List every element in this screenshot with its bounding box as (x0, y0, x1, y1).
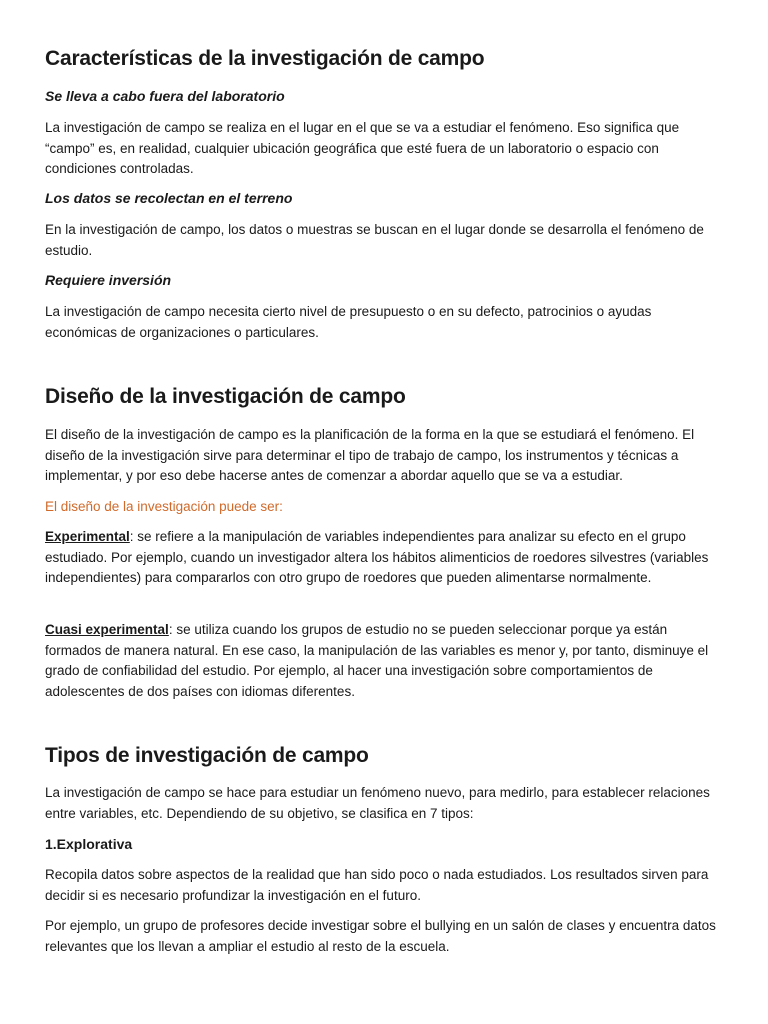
term-experimental: Experimental (45, 529, 130, 544)
paragraph-tipos-intro: La investigación de campo se hace para estudiar un fenómeno nuevo, para medirlo, para establecer relaciones entre variables, etc. Dependiendo de su objetivo, se clasifica en 7 tipos: (45, 785, 710, 821)
paragraph-requiere-inversion: La investigación de campo necesita cierto nivel de presupuesto o en su defecto, patrocinios o ayudas económicas de organizaciones o particulares. (45, 304, 652, 340)
subheading-explorativa: 1.Explorativa (45, 836, 133, 852)
subheading-datos-terreno: Los datos se recolectan en el terreno (45, 190, 293, 206)
paragraph-experimental (45, 527, 725, 589)
text-experimental: : se refiere a la manipulación de variables independientes para analizar su efecto en el grupo estudiado. Por ejemplo, cuando un investigador altera los hábitos alimenticios de roedores silvestres (variables independientes) para compararlos con otro grupo de roedores que pueden alimentarse normalmente. (45, 529, 709, 585)
paragraph-diseno-lead: El diseño de la investigación puede ser: (45, 499, 283, 514)
paragraph-cuasi-experimental (45, 620, 725, 702)
term-cuasi-experimental: Cuasi experimental (45, 622, 169, 637)
text-cuasi-experimental: : se utiliza cuando los grupos de estudio no se pueden seleccionar porque ya están formados de manera natural. En ese caso, la manipulación de las variables es menor y, por tanto, disminuye el grado de confiabilidad del estudio. Por ejemplo, al hacer una investigación sobre comportamientos de adolescentes de dos países con idiomas diferentes. (45, 622, 709, 699)
paragraph-datos-terreno: En la investigación de campo, los datos o muestras se buscan en el lugar donde se desarrolla el fenómeno de estudio. (45, 222, 704, 258)
section-title-tipos: Tipos de investigación de campo (45, 744, 369, 767)
paragraph-fuera-laboratorio: La investigación de campo se realiza en el lugar en el que se va a estudiar el fenómeno. Eso significa que “campo” es, en realidad, cualquier ubicación geográfica que esté fuera de un laboratorio o espacio con condiciones controladas. (45, 120, 680, 176)
paragraph-explorativa-1: Recopila datos sobre aspectos de la realidad que han sido poco o nada estudiados. Los resultados sirven para decidir si es necesario profundizar la investigación en el futuro. (45, 867, 709, 903)
subheading-fuera-laboratorio: Se lleva a cabo fuera del laboratorio (45, 88, 285, 104)
section-title-caracteristicas: Características de la investigación de campo (45, 47, 485, 70)
subheading-requiere-inversion: Requiere inversión (45, 272, 172, 288)
section-title-diseno: Diseño de la investigación de campo (45, 385, 406, 408)
paragraph-explorativa-2: Por ejemplo, un grupo de profesores decide investigar sobre el bullying en un salón de clases y encuentra datos relevantes que los llevan a ampliar el estudio al resto de la escuela. (45, 918, 716, 954)
paragraph-diseno-intro: El diseño de la investigación de campo es la planificación de la forma en la que se estudiará el fenómeno. El diseño de la investigación sirve para determinar el tipo de trabajo de campo, los instrumentos y técnicas a implementar, y por eso debe hacerse antes de comenzar a abordar aquello que se va a estudiar. (45, 427, 695, 483)
